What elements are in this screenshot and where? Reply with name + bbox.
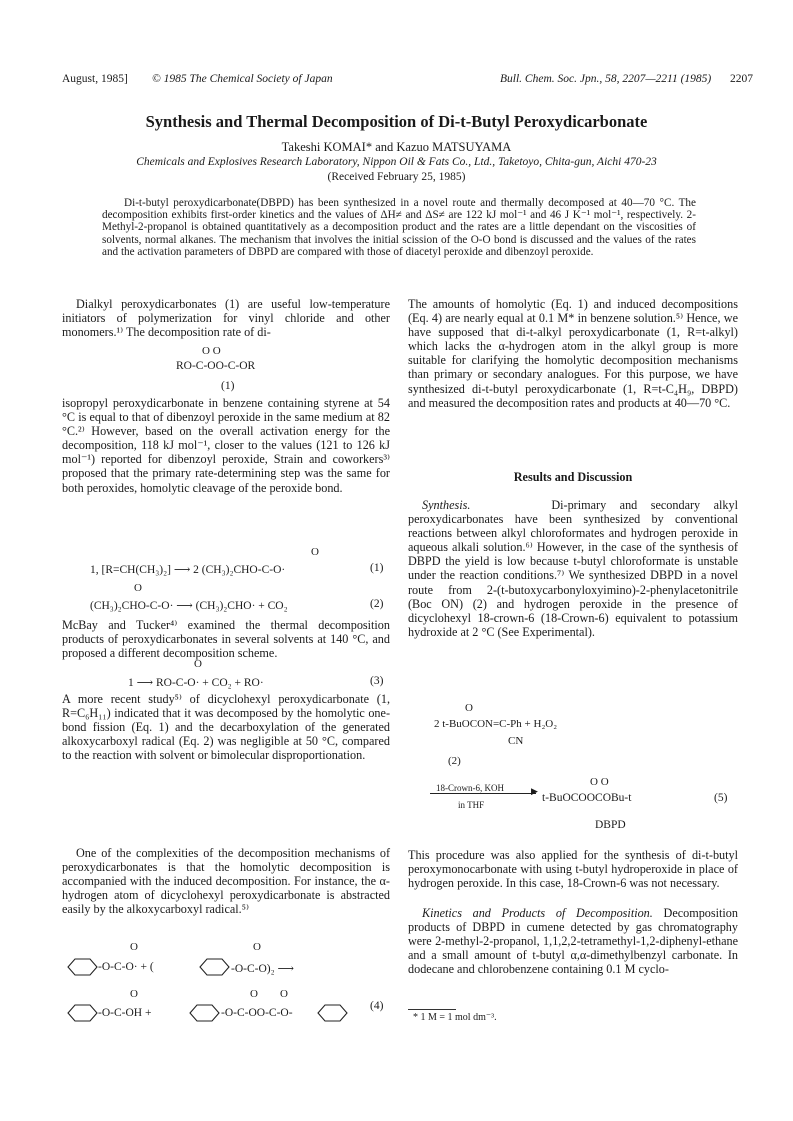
eq5-compound-label: (2) (448, 755, 461, 767)
equation-5-product: t-BuOCOOCOBu-t (542, 792, 632, 804)
received-date: (Received February 25, 1985) (327, 171, 466, 183)
section-heading: Results and Discussion (513, 470, 633, 484)
paragraph: A more recent study⁵⁾ of dicyclohexyl peroxydicarbonate (1, R=C₆H₁₁) indicated that it was decomposed by the homolytic one-bond fission (Eq. 1) and the decarboxylation of the generated alkoxycarboxyl radical (Eq. 2) was negligible at 50 °C, compared to the reaction with solvent or bimolecular disproportionation. (62, 692, 390, 763)
equation-5-reactants: 2 t-BuOCON=C-Ph + H₂O₂ (434, 718, 558, 730)
eq4-o-top-1: O (130, 941, 138, 953)
right-para-3 (408, 848, 738, 890)
equation-3-number: (3) (370, 675, 384, 687)
header-page-number: 2207 (730, 73, 753, 85)
paragraph: The amounts of homolytic (Eq. 1) and induced decompositions (Eq. 4) are nearly equal at 0.1 M* in benzene solution.⁵⁾ Hence, we have supposed that di-t-alkyl peroxydicarbonate (1, R=t-alkyl) which lacks the α-hydrogen atom in the alkyl group is more suitable for clarifying the homolytic decomposition mechanisms than primary or secondary analogues. For this purpose, we have synthesized di-t-butyl peroxydicarbonate (1, R=t-C₄H₉, DBPD) and measured the decomposition rates and products at 40—70 °C. (408, 297, 738, 410)
paragraph: McBay and Tucker⁴⁾ examined the thermal decomposition products of peroxydicarbonates in several solvents at 140 °C, and proposed a different decomposition scheme. (62, 618, 390, 661)
cyclohexyl-ring (190, 1005, 219, 1021)
struct1-carbonyl-oxygens: O O (202, 345, 221, 357)
equation-4-line-1b: -O-C-O)₂ ⟶ (231, 963, 294, 975)
eq5-cn-group: CN (508, 735, 524, 747)
paragraph: One of the complexities of the decomposition mechanisms of peroxydicarbonates is that the homolytic decomposition is accompanied with the induced decomposition. For instance, the α-hydrogen atom of dicyclohexyl peroxydicarbonate is abstracted easily by the alkoxycarboxyl radical.⁵⁾ (62, 846, 390, 917)
struct1-label: (1) (221, 380, 235, 392)
left-para-5 (62, 846, 390, 916)
equation-4-line-1: -O-C-O· + ( (98, 961, 154, 973)
equation-4-line-2: -O-C-OH + (98, 1007, 152, 1019)
paper-title: Synthesis and Thermal Decomposition of Di-t-Butyl Peroxydicarbonate (145, 112, 648, 131)
cyclohexyl-ring (318, 1005, 347, 1021)
footnote-rule (408, 1009, 456, 1010)
paragraph-heading: Synthesis. (422, 498, 471, 512)
equation-5-number: (5) (714, 792, 728, 804)
eq5-product-carbonyl-o: O O (590, 776, 609, 788)
eq2-carbonyl-o: O (134, 582, 142, 594)
paragraph: Decomposition products of DBPD in cumene detected by gas chromatography were 2-methyl-2-propanol, 1,1,2,2-tetramethyl-1,2-diphenyl-ethane and a small amount of t-butyl α,α-dimethylbenzyl carbonate. In dodecane and chlorobenzene containing 0.1 M cyclo- (408, 906, 738, 977)
eq5-solvent-under-arrow: in THF (458, 800, 485, 810)
equation-2: (CH₃)₂CHO-C-O· ⟶ (CH₃)₂CHO· + CO₂ (90, 600, 288, 612)
eq4-o-top-5: O (280, 988, 288, 1000)
eq4-o-top-4: O (250, 988, 258, 1000)
eq5-reagent-over-arrow: 18-Crown-6, KOH (436, 783, 504, 793)
header-journal: Bull. Chem. Soc. Jpn., 58, 2207—2211 (1985) (500, 73, 712, 85)
left-para-4 (62, 692, 390, 762)
right-para-1 (408, 297, 738, 410)
right-para-2 (408, 498, 738, 639)
paragraph: This procedure was also applied for the synthesis of di-t-butyl peroxymonocarbonate with using t-butyl hydroperoxide in place of hydrogen peroxide. In this case, 18-Crown-6 was not necessary. (408, 848, 738, 891)
eq3-carbonyl-o: O (194, 658, 202, 670)
intro-paragraph: Dialkyl peroxydicarbonates (1) are useful low-temperature initiators of polymerization for vinyl chloride and other monomers.¹⁾ The decomposition rate of di- (62, 297, 390, 340)
abstract: Di-t-butyl peroxydicarbonate(DBPD) has been synthesized in a novel route and thermally decomposed at 40—70 °C. The decomposition exhibits first-order kinetics and the values of ΔH≠ and ΔS≠ are 122 kJ mol⁻¹ and 46 J K⁻¹ mol⁻¹, respectively. 2-Methyl-2-propanol is obtained quantitatively as a decomposition product and the rates are a little dependant on the viscosities of solvents, normal alkanes. The mechanism that involves the initial scission of the O-O bond is discussed and the values of the rates and the activation parameters of DBPD are compared with those of diacetyl peroxide and dibenzoyl peroxide. (102, 197, 696, 258)
footnote: * 1 M = 1 mol dm⁻³. (413, 1012, 497, 1023)
equation-2-number: (2) (370, 598, 384, 610)
header-copyright: © 1985 The Chemical Society of Japan (152, 73, 333, 85)
authors: Takeshi KOMAI* and Kazuo MATSUYAMA (281, 140, 512, 154)
left-para-2 (62, 396, 390, 495)
paragraph: isopropyl peroxydicarbonate in benzene containing styrene at 54 °C is equal to that of dibenzoyl peroxide in the same medium at 82 °C.²⁾ However, based on the overall activation energy for the decomposition, 118 kJ mol⁻¹, closer to the values (121 to 126 kJ mol⁻¹) reported for dibenzoyl peroxide, Strain and coworkers³⁾ proposed that the primary rate-determining step was the same for both peroxides, homolytic cleavage of the peroxide bond. (62, 396, 390, 495)
paragraph-heading: Kinetics and Products of Decomposition. (422, 906, 653, 920)
eq1-carbonyl-o: O (311, 546, 319, 558)
eq5-arrow-head: ▶ (531, 786, 538, 796)
left-para-1 (62, 297, 390, 339)
eq5-carbonyl-o: O (465, 702, 473, 714)
equation-4-number: (4) (370, 1000, 384, 1012)
right-para-4 (408, 906, 738, 976)
cyclohexyl-ring (68, 1005, 97, 1021)
eq5-arrow (430, 793, 536, 794)
eq5-dbpd-label: DBPD (595, 819, 626, 831)
cyclohexyl-ring (200, 959, 229, 975)
equation-3: 1 ⟶ RO-C-O· + CO₂ + RO· (128, 677, 264, 689)
paragraph: Di-primary and secondary alkyl peroxydicarbonates have been synthesized by conventional reactions between alkyl chloroformates and hydrogen peroxide in aqueous alkali solution.⁶⁾ However, in the case of the synthesis of DBPD the yield is low because t-butyl chloroformate is unstable under the reaction conditions.⁷⁾ We synthesized DBPD in a novel route from 2-(t-butoxycarbonyloxyimino)-2-phenylacetonitrile (Boc ON) (2) and hydrogen peroxide in the presence of dicyclohexyl 18-crown-6 (18-Crown-6) equivalent to potassium hydroxide at 2 °C (See Experimental). (408, 498, 739, 639)
cyclohexyl-ring (68, 959, 97, 975)
left-para-3 (62, 618, 390, 660)
header-date: August, 1985] (62, 73, 128, 85)
equation-4-line-2b: -O-C-OO-C-O- (221, 1007, 293, 1019)
equation-1-number: (1) (370, 562, 384, 574)
struct1-formula: RO-C-OO-C-OR (176, 360, 256, 372)
affiliation: Chemicals and Explosives Research Laboratory, Nippon Oil & Fats Co., Ltd., Taketoyo, Chita-gun, Aichi 470-23 (136, 156, 657, 168)
eq4-o-top-3: O (130, 988, 138, 1000)
equation-1: 1, [R=CH(CH₃)₂] ⟶ 2 (CH₃)₂CHO-C-O· (90, 564, 286, 576)
eq4-o-top-2: O (253, 941, 261, 953)
